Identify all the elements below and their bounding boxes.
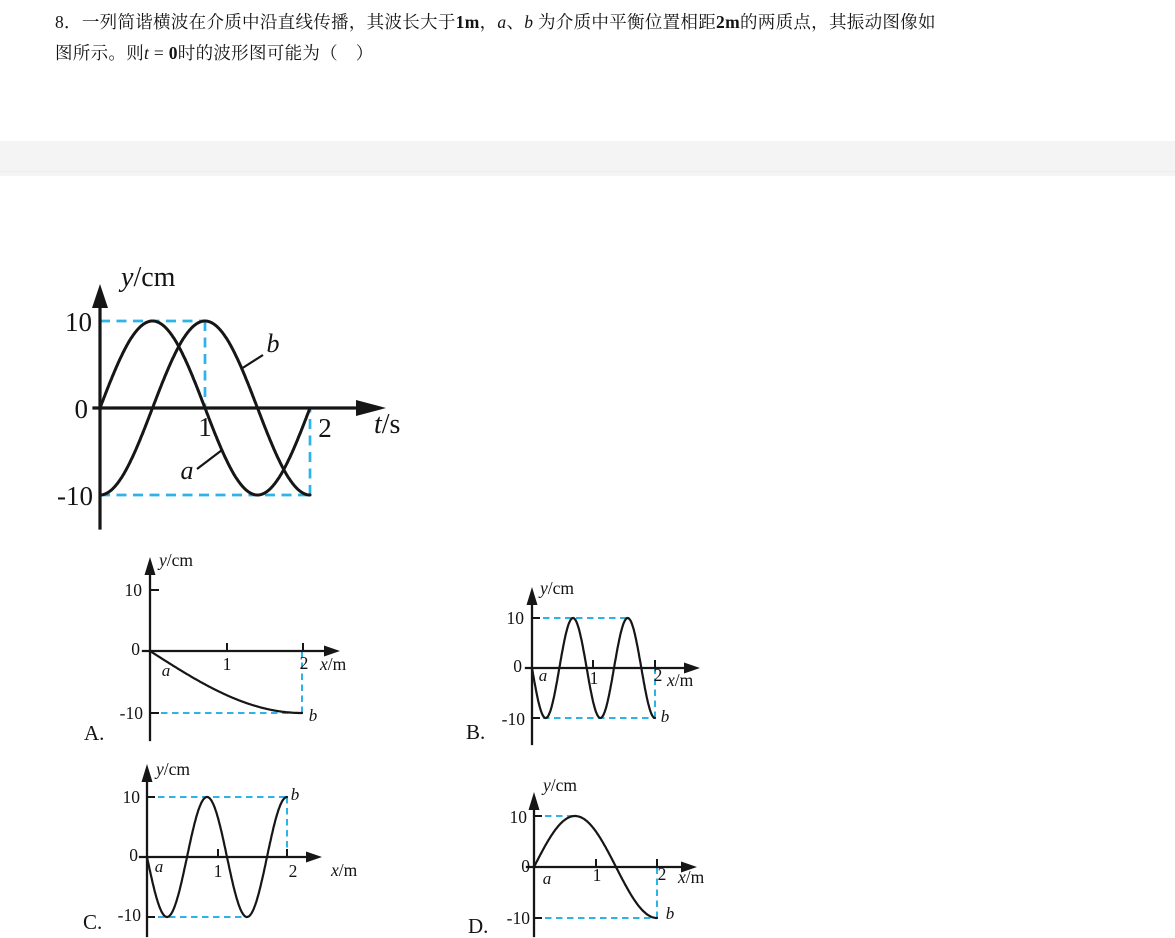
- option-letter-A: A.: [84, 721, 105, 745]
- x-axis-label: x/m: [320, 654, 347, 674]
- ytick-neg10: -10: [119, 703, 143, 723]
- ytick-0: 0: [129, 845, 138, 865]
- xtick-1: 1: [589, 668, 599, 688]
- ytick-neg10: -10: [501, 709, 525, 729]
- label-b-pointer: [241, 355, 263, 369]
- x-axis-arrow-icon: [306, 852, 322, 863]
- ytick-neg10: -10: [117, 905, 141, 925]
- xtick-1: 1: [198, 412, 212, 442]
- curve-b-label: b: [266, 329, 280, 358]
- point-a-label: a: [161, 661, 171, 680]
- curve-a-label: a: [180, 456, 194, 485]
- xtick-2: 2: [318, 413, 332, 443]
- point-a-label: a: [542, 869, 552, 888]
- y-axis-label: y/cm: [543, 775, 578, 795]
- ytick-0: 0: [513, 656, 522, 676]
- y-axis-label: y/cm: [121, 262, 176, 293]
- y-axis-arrow-icon: [142, 764, 153, 782]
- xtick-2: 2: [288, 861, 298, 881]
- label-a-pointer: [197, 450, 222, 469]
- ytick-0: 0: [131, 639, 140, 659]
- y-axis-arrow-icon: [145, 557, 156, 575]
- ytick-10: 10: [122, 787, 140, 807]
- option-D-graph: [468, 775, 705, 938]
- xtick-1: 1: [213, 861, 223, 881]
- option-C-graph: [83, 759, 358, 936]
- x-axis-label: t/s: [374, 409, 401, 440]
- main-vibration-graph: [57, 262, 400, 528]
- y-axis-arrow-icon: [527, 587, 538, 605]
- point-b-label: b: [290, 785, 300, 804]
- xtick-2: 2: [299, 653, 309, 673]
- ytick-10: 10: [65, 307, 92, 337]
- ytick-10: 10: [506, 608, 524, 628]
- ytick-neg10: -10: [57, 481, 93, 511]
- ytick-0: 0: [521, 856, 530, 876]
- point-b-label: b: [308, 706, 318, 725]
- y-axis-label: y/cm: [540, 578, 575, 598]
- point-b-label: b: [665, 904, 675, 923]
- y-axis-arrow-icon: [92, 284, 108, 308]
- ytick-10: 10: [124, 580, 142, 600]
- ytick-10: 10: [509, 807, 527, 827]
- question-text-line1: 8．一列简谐横波在介质中沿直线传播，其波长大于1m，a、b 为介质中平衡位置相距2m的两质点，其振动图像如: [55, 12, 936, 32]
- option-letter-B: B.: [466, 720, 486, 744]
- y-axis-arrow-icon: [529, 792, 540, 810]
- option-letter-D: D.: [468, 914, 489, 938]
- question-text-line2: 图所示。则t = 0时的波形图可能为（ ）: [55, 43, 374, 63]
- option-A-graph: [84, 550, 347, 745]
- xtick-2: 2: [657, 864, 667, 884]
- x-axis-label: x/m: [331, 860, 358, 880]
- point-b-label: b: [660, 707, 670, 726]
- y-axis-label: y/cm: [156, 759, 191, 779]
- point-a-label: a: [538, 666, 548, 685]
- y-axis-label: y/cm: [159, 550, 194, 570]
- x-axis-label: x/m: [667, 670, 694, 690]
- xtick-2: 2: [653, 665, 663, 685]
- option-B-graph: [466, 578, 700, 744]
- point-a-label: a: [154, 857, 164, 876]
- option-letter-C: C.: [83, 910, 103, 934]
- xtick-1: 1: [592, 865, 602, 885]
- xtick-1: 1: [222, 654, 232, 674]
- x-axis-label: x/m: [678, 867, 705, 887]
- ytick-neg10: -10: [506, 908, 530, 928]
- ytick-0: 0: [74, 394, 88, 424]
